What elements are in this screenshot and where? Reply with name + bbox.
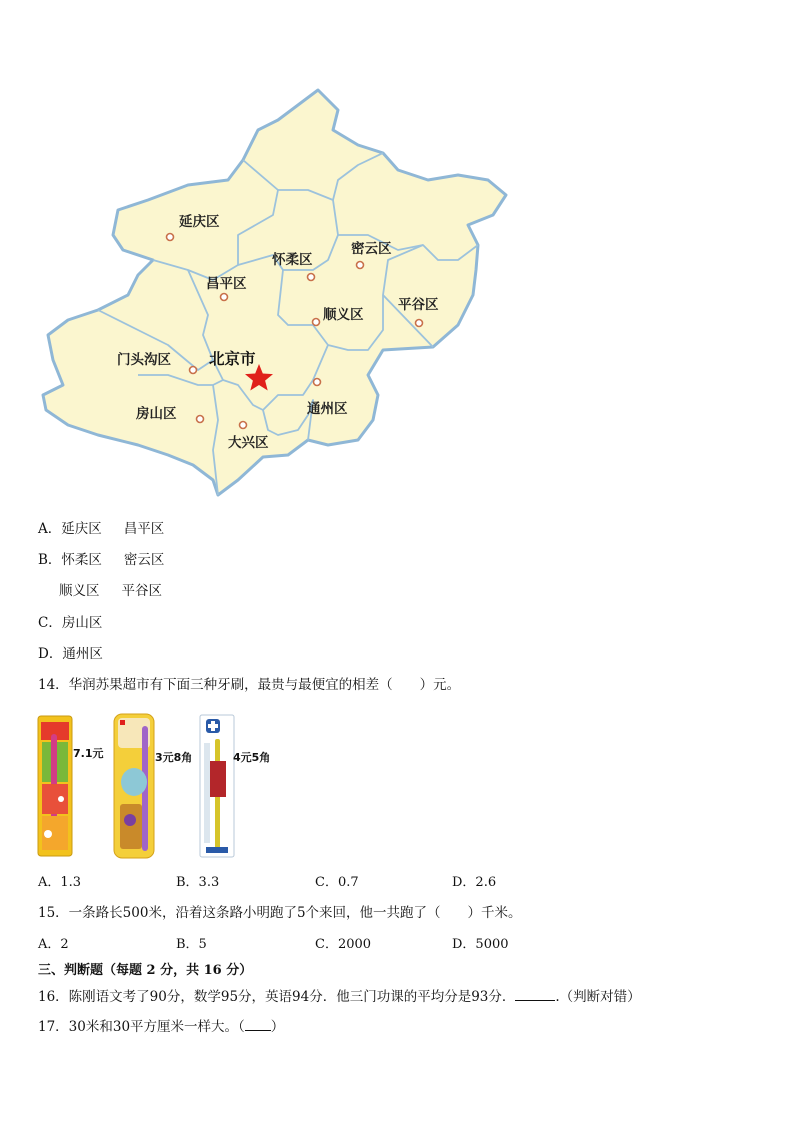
toothbrush-package-1 bbox=[36, 714, 76, 859]
q15-option-c[interactable]: C．2000 bbox=[315, 937, 372, 952]
yanqing-dot bbox=[167, 234, 174, 241]
label-miyun: 密云区 bbox=[351, 241, 392, 257]
option-letter: D． bbox=[38, 646, 63, 662]
option-item: 通州区 bbox=[62, 646, 103, 662]
changping-dot bbox=[221, 294, 228, 301]
q16-text: 16．陈刚语文考了90分，数学95分，英语94分．他三门功课的平均分是93分． bbox=[38, 989, 516, 1005]
option-letter: C． bbox=[38, 615, 62, 631]
q14-option-c[interactable]: C．0.7 bbox=[315, 875, 359, 890]
mentougou-dot bbox=[190, 367, 197, 374]
label-huairou: 怀柔区 bbox=[272, 252, 313, 268]
toothbrush-package-2 bbox=[112, 712, 158, 860]
option-letter: B． bbox=[38, 552, 62, 568]
q17-question bbox=[38, 1018, 284, 1036]
pinggu-dot bbox=[416, 320, 423, 327]
label-pinggu: 平谷区 bbox=[398, 297, 439, 313]
q14-option-d[interactable]: D．2.6 bbox=[452, 875, 497, 890]
label-shunyi: 顺义区 bbox=[323, 307, 364, 323]
q13-option-c[interactable] bbox=[38, 614, 102, 632]
q17-text: 17．30米和30平方厘米一样大。（ bbox=[38, 1019, 245, 1035]
label-yanqing: 延庆区 bbox=[179, 214, 220, 230]
q13-option-d[interactable] bbox=[38, 645, 103, 663]
option-item: 平谷区 bbox=[121, 583, 162, 599]
shunyi-dot bbox=[313, 319, 320, 326]
label-daxing: 大兴区 bbox=[228, 435, 269, 451]
option-item: 怀柔区 bbox=[61, 552, 102, 568]
miyun-dot bbox=[357, 262, 364, 269]
q14-option-b[interactable]: B．3.3 bbox=[176, 875, 220, 890]
toothbrush-package-3 bbox=[198, 713, 236, 859]
daxing-dot bbox=[240, 422, 247, 429]
q15-question: 15．一条路长500米，沿着这条路小明跑了5个来回，他一共跑了（ ）千米。 bbox=[38, 905, 522, 921]
option-item: 房山区 bbox=[61, 615, 103, 631]
q15-option-b[interactable]: B．5 bbox=[176, 937, 207, 952]
tongzhou-dot bbox=[314, 379, 321, 386]
q16-answer-blank[interactable] bbox=[515, 988, 555, 1001]
huairou-dot bbox=[308, 274, 315, 281]
q13-option-a[interactable] bbox=[38, 520, 164, 538]
price-label-3: 4元5角 bbox=[233, 751, 271, 764]
label-beijing: 北京市 bbox=[209, 350, 256, 368]
q16-question bbox=[38, 988, 641, 1006]
label-fangshan: 房山区 bbox=[136, 406, 177, 422]
q13-option-b[interactable] bbox=[38, 551, 164, 569]
q15-option-a[interactable]: A．2 bbox=[38, 937, 69, 952]
option-item: 延庆区 bbox=[61, 521, 102, 537]
beijing-district-map bbox=[38, 85, 508, 505]
q14-question: 14．华润苏果超市有下面三种牙刷，最贵与最便宜的相差（ ）元。 bbox=[38, 677, 461, 693]
q16-suffix: .（判断对错） bbox=[555, 989, 641, 1005]
label-tongzhou: 通州区 bbox=[307, 401, 348, 417]
option-item: 顺义区 bbox=[59, 583, 100, 599]
fangshan-dot bbox=[197, 416, 204, 423]
q13-option-b-continued bbox=[59, 582, 162, 600]
q17-suffix: ） bbox=[270, 1019, 285, 1035]
label-mentougou: 门头沟区 bbox=[117, 352, 171, 368]
q15-option-d[interactable]: D．5000 bbox=[452, 937, 509, 952]
option-letter: A． bbox=[38, 521, 62, 537]
price-label-2: 3元8角 bbox=[155, 751, 193, 764]
option-item: 密云区 bbox=[123, 552, 165, 568]
q17-answer-blank[interactable] bbox=[245, 1018, 271, 1031]
q14-option-a[interactable]: A．1.3 bbox=[38, 875, 82, 890]
price-label-1: 7.1元 bbox=[73, 747, 104, 760]
option-item: 昌平区 bbox=[123, 521, 165, 537]
section-title-judgement: 三、判断题（每题 2 分，共 16 分） bbox=[38, 963, 253, 978]
label-changping: 昌平区 bbox=[206, 276, 247, 292]
